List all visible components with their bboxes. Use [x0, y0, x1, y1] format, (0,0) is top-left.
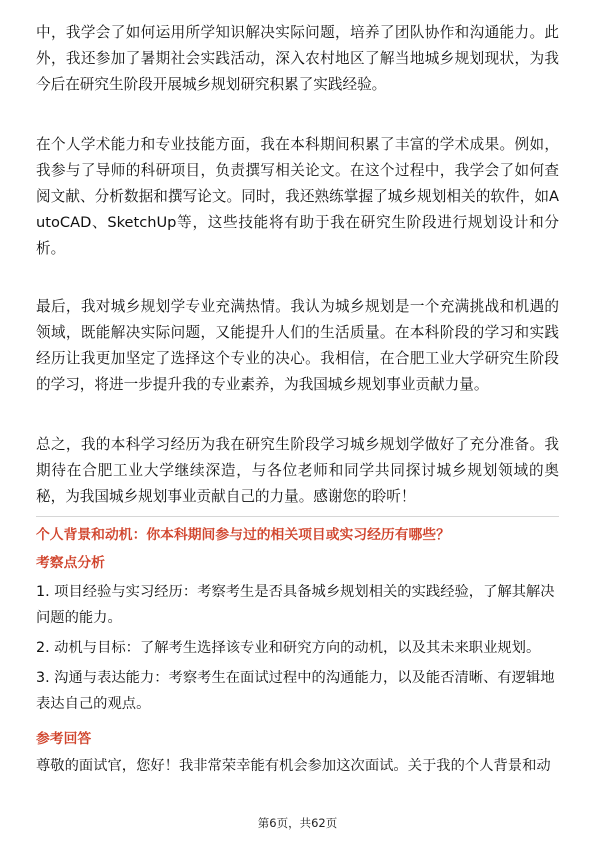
paragraph-spacer — [36, 398, 559, 432]
document-page — [36, 20, 559, 779]
section-divider — [36, 516, 559, 517]
body-paragraph-3: 最后，我对城乡规划学专业充满热情。我认为城乡规划是一个充满挑战和机遇的领域，既能解决实际问题，又能提升人们的生活质量。在本科阶段的学习和实践经历让我更加坚定了选择这个专业的决心。我相信，在合肥工业大学研究生阶段的学习，将进一步提升我的专业素养，为我国城乡规划事业贡献力量。 — [36, 298, 559, 393]
analysis-item-2: 2. 动机与目标：了解考生选择该专业和研究方向的动机，以及其未来职业规划。 — [36, 640, 541, 656]
analysis-heading: 考察点分析 — [36, 555, 105, 571]
question-title: 个人背景和动机：你本科期间参与过的相关项目或实习经历有哪些？ — [36, 527, 450, 543]
answer-heading: 参考回答 — [36, 731, 92, 747]
answer-text: 尊敬的面试官，您好！我非常荣幸能有机会参加这次面试。关于我的个人背景和动 — [36, 758, 551, 774]
analysis-item-3: 3. 沟通与表达能力：考察考生在面试过程中的沟通能力，以及能否清晰、有逻辑地表达自己的观点。 — [36, 670, 555, 712]
page-number: 第6页，共62页 — [257, 816, 338, 830]
body-paragraph-2: 在个人学术能力和专业技能方面，我在本科期间积累了丰富的学术成果。例如，我参与了导师的科研项目，负责撰写相关论文。在这个过程中，我学会了如何查阅文献、分析数据和撰写论文。同时，我还熟练掌握了城乡规划相关的软件，如AutoCAD、SketchUp等，这些技能将有助于我在研究生阶段进行规划设计和分析。 — [36, 136, 559, 257]
body-paragraph-4: 总之，我的本科学习经历为我在研究生阶段学习城乡规划学做好了充分准备。我期待在合肥工业大学继续深造，与各位老师和同学共同探讨城乡规划领域的奥秘，为我国城乡规划事业贡献自己的力量。感谢您的聆听！ — [36, 436, 559, 505]
paragraph-spacer — [36, 262, 559, 294]
body-paragraph-1: 中，我学会了如何运用所学知识解决实际问题，培养了团队协作和沟通能力。此外，我还参加了暑期社会实践活动，深入农村地区了解当地城乡规划现状，为我今后在研究生阶段开展城乡规划研究积累了实践经验。 — [36, 24, 559, 93]
analysis-item-1: 1. 项目经验与实习经历：考察考生是否具备城乡规划相关的实践经验，了解其解决问题的能力。 — [36, 584, 555, 626]
paragraph-spacer — [36, 98, 559, 132]
